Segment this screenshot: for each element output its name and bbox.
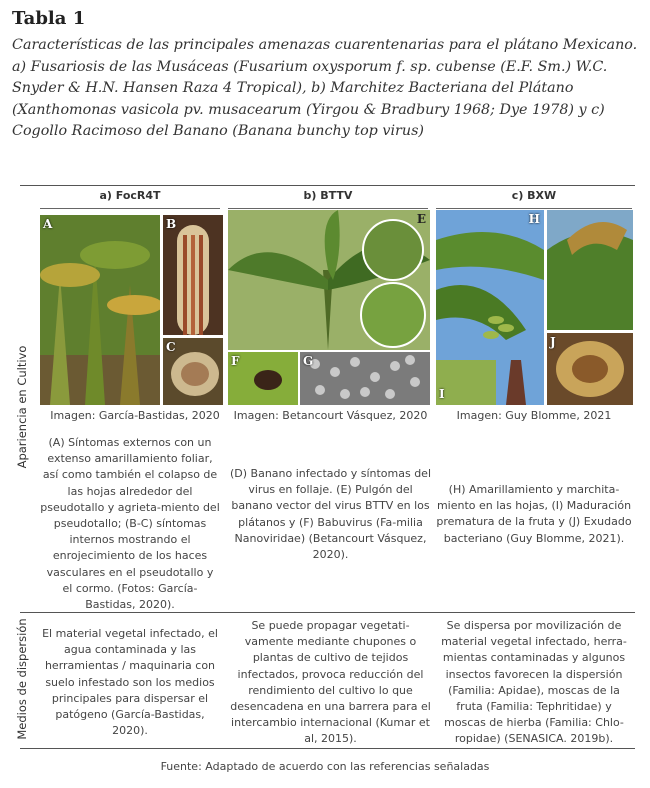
image-credit: Imagen: García-Bastidas, 2020: [50, 409, 220, 422]
image-letter: I: [439, 387, 445, 401]
image-letter: E: [416, 212, 426, 226]
photo-wilting-banana-leaves: [436, 210, 544, 405]
image-letter: A: [43, 217, 53, 231]
column-header-underline: [436, 208, 632, 209]
column-header-bttv: b) BTTV: [303, 189, 353, 202]
row-divider: [20, 612, 635, 613]
cell-description: (D) Banano infectado y síntomas del virus en follaje. (E) Pulgón del banano vector del virus BTTV en los plátanos y (F) Babuvirus (Fa-milia Nanoviridae) (Betancourt Vásquez, 2020).: [229, 467, 432, 562]
photo-pseudostem-cross-section: [163, 215, 223, 335]
cell-description: Se puede propagar vegetati-vamente mediante chupones o plantas de cultivo de tejidos infectados, provoca reducción del rendimiento del cultivo lo que desencadena en una barrera para el intercambio internacional (Kumar et al, 2015).: [230, 619, 431, 746]
photo-corm-section: [163, 338, 223, 405]
bottom-rule: [20, 748, 635, 749]
row-label-dispersion: Medios de dispersión: [15, 618, 29, 740]
photo-banana-plantation: [547, 210, 633, 330]
top-rule: [20, 185, 635, 186]
cell-description: El material vegetal infectado, el agua contaminada y las herramientas / maquinaria con suelo infestado son los medios principales para dispersar el patógeno (García-Bastidas, 2020).: [42, 627, 218, 738]
image-credit: Imagen: Guy Blomme, 2021: [456, 409, 612, 422]
cell-description: Se dispersa por movilización de material vegetal infectado, herra-mientas contaminadas y algunos insectos favorecen la dispersión (Familia: Apidae), moscas de la fruta (Familia: Tephritidae) y moscas de hierba (Familia: Chlo-ropidae) (SENASICA. 2019b).: [441, 619, 627, 746]
image-letter: G: [303, 354, 314, 368]
photo-babuvirus-micrograph: [300, 352, 430, 405]
image-credit: Imagen: Betancourt Vásquez, 2020: [233, 409, 428, 422]
photo-banana-plant-yellowing: [40, 215, 160, 405]
photo-bacterial-exudate: [547, 333, 633, 405]
photo-banana-aphid: [228, 352, 298, 405]
column-header-underline: [40, 208, 220, 209]
column-header-bxw: c) BXW: [511, 189, 557, 202]
table-label: Tabla 1: [12, 8, 86, 29]
image-letter: C: [166, 340, 176, 354]
column-header-focr4t: a) FocR4T: [99, 189, 161, 202]
table-source-footer: Fuente: Adaptado de acuerdo con las referencias señaladas: [160, 760, 490, 773]
image-letter: J: [550, 335, 556, 349]
image-letter: B: [166, 217, 177, 231]
cell-description: (A) Síntomas externos con un extenso amarillamiento foliar, así como también el colapso de las hojas alrededor del pseudotallo y agrieta-miento del pseudotallo; (B-C) síntomas internos mostrando el enrojecimiento de los haces vasculares en el pseudotallo y el cormo. (Fotos: García-Bastidas, 2020).: [40, 436, 220, 612]
image-letter: F: [231, 354, 240, 368]
row-label-apariencia: Apariencia en Cultivo: [15, 345, 29, 469]
photo-infected-banana-foliage: [228, 210, 430, 350]
image-letter: H: [528, 212, 540, 226]
table-caption: Características de las principales amenazas cuarentenarias para el plátano Mexicano. a) Fusariosis de las Musáceas (Fusarium oxysporum f. sp. cubense (E.F. Sm.) W.C. Snyder & H.N. Hansen Raza 4 Tropical), b) Marchitez Bacteriana del Plátano (Xanthomonas vasicola pv. musacearum (Yirgou & Bradbury 1968; Dye 1978) y c) Cogollo Racimoso del Banano (Banana bunchy top virus): [12, 37, 638, 139]
column-header-underline: [228, 208, 428, 209]
cell-description: (H) Amarillamiento y marchita-miento en las hojas, (I) Maduración prematura de la fruta y (J) Exudado bacteriano (Guy Blomme, 2021).: [436, 483, 632, 545]
